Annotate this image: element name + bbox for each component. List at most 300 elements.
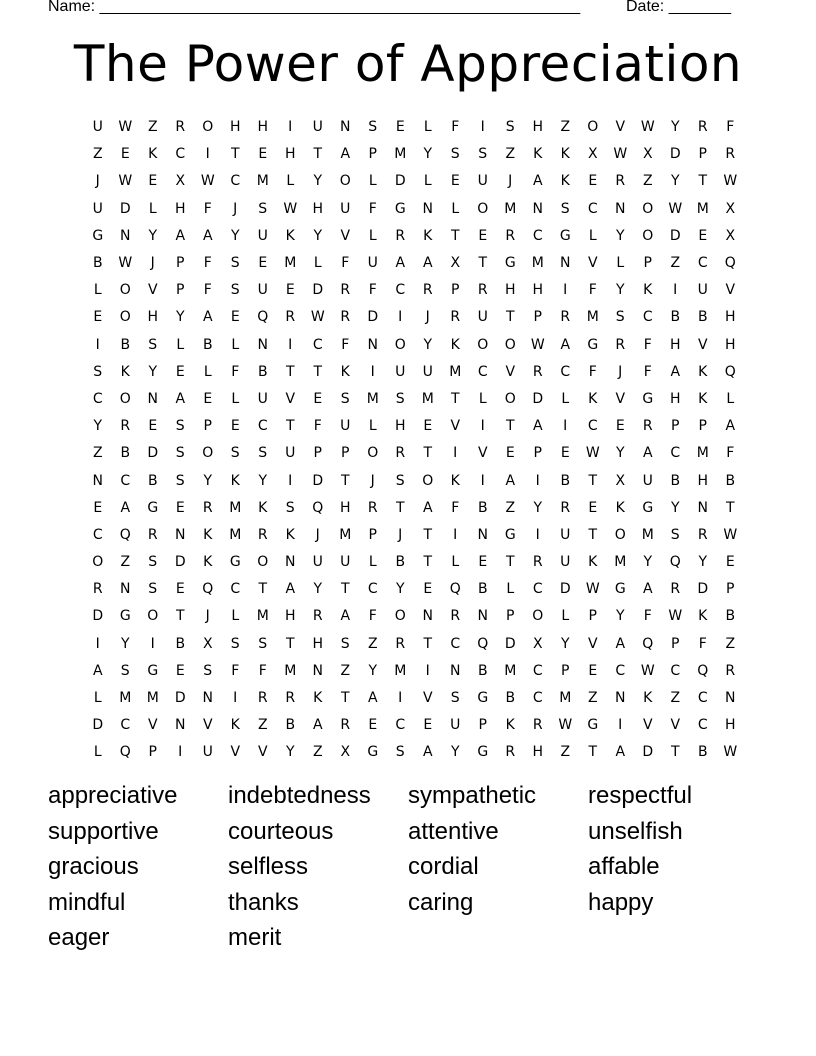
grid-letter: L xyxy=(148,200,157,217)
grid-letter: J xyxy=(150,255,155,272)
grid-letter: W xyxy=(723,526,738,543)
grid-letter: I xyxy=(453,445,458,462)
grid-letter: C xyxy=(395,717,406,734)
grid-letter: S xyxy=(670,526,680,543)
grid-letter: L xyxy=(478,390,487,407)
grid-letter: L xyxy=(506,581,515,598)
grid-letter: I xyxy=(288,472,293,489)
name-field-label: Name: ______________________________________________________ xyxy=(48,0,581,15)
grid-letter: V xyxy=(202,717,213,734)
grid-letter: I xyxy=(618,717,623,734)
grid-letter: A xyxy=(642,445,653,462)
grid-letter: O xyxy=(642,200,654,217)
grid-letter: F xyxy=(451,499,460,516)
grid-letter: E xyxy=(203,390,213,407)
grid-letter: P xyxy=(671,418,680,435)
grid-letter: S xyxy=(340,635,350,652)
grid-letter: I xyxy=(563,418,568,435)
grid-letter: K xyxy=(698,608,708,625)
grid-letter: A xyxy=(367,690,378,707)
grid-letter: S xyxy=(175,418,185,435)
word-bank-item: selfless xyxy=(228,853,309,881)
grid-letter: V xyxy=(285,390,296,407)
grid-letter: A xyxy=(312,717,323,734)
grid-letter: W xyxy=(118,255,133,272)
grid-letter: Q xyxy=(257,309,269,326)
grid-letter: I xyxy=(535,526,540,543)
grid-letter: C xyxy=(92,526,103,543)
grid-letter: N xyxy=(312,662,323,679)
grid-letter: G xyxy=(642,390,654,407)
grid-letter: H xyxy=(532,119,544,136)
grid-letter: Y xyxy=(615,608,625,625)
grid-letter: H xyxy=(312,200,324,217)
grid-letter: K xyxy=(450,336,460,353)
grid-letter: K xyxy=(588,390,598,407)
grid-letter: K xyxy=(560,146,570,163)
grid-letter: M xyxy=(531,255,544,272)
grid-letter: B xyxy=(697,744,708,761)
grid-letter: U xyxy=(450,717,461,734)
grid-letter: L xyxy=(423,119,432,136)
grid-letter: I xyxy=(480,472,485,489)
grid-letter: G xyxy=(147,499,159,516)
grid-letter: S xyxy=(258,445,268,462)
grid-letter: W xyxy=(558,717,573,734)
grid-letter: C xyxy=(670,662,681,679)
grid-letter: R xyxy=(697,526,708,543)
grid-letter: A xyxy=(175,227,186,244)
grid-letter: Z xyxy=(642,173,653,190)
grid-letter: R xyxy=(285,690,296,707)
grid-letter: O xyxy=(119,390,131,407)
grid-letter: R xyxy=(367,499,378,516)
grid-letter: U xyxy=(422,363,433,380)
grid-letter: X xyxy=(340,744,351,761)
grid-letter: Y xyxy=(423,146,433,163)
grid-letter: U xyxy=(560,554,571,571)
grid-letter: W xyxy=(723,173,738,190)
word-bank-item: supportive xyxy=(48,817,159,845)
word-bank-item: cordial xyxy=(408,853,479,881)
grid-letter: M xyxy=(146,690,159,707)
grid-letter: I xyxy=(563,282,568,299)
grid-letter: U xyxy=(257,390,268,407)
grid-letter: F xyxy=(258,662,267,679)
grid-letter: J xyxy=(508,173,513,190)
grid-letter: E xyxy=(478,227,488,244)
grid-letter: U xyxy=(395,363,406,380)
grid-letter: H xyxy=(697,472,709,489)
grid-letter: T xyxy=(175,608,185,625)
grid-letter: S xyxy=(258,635,268,652)
grid-letter: Y xyxy=(670,499,680,516)
grid-letter: Z xyxy=(147,119,158,136)
grid-letter: E xyxy=(588,662,598,679)
grid-letter: C xyxy=(120,472,131,489)
grid-letter: X xyxy=(202,635,213,652)
grid-letter: E xyxy=(588,499,598,516)
grid-letter: K xyxy=(643,282,653,299)
grid-letter: Q xyxy=(477,635,489,652)
grid-letter: D xyxy=(532,390,544,407)
grid-letter: O xyxy=(202,445,214,462)
grid-letter: B xyxy=(477,499,488,516)
grid-letter: C xyxy=(697,690,708,707)
grid-letter: B xyxy=(395,554,406,571)
grid-letter: F xyxy=(231,662,240,679)
grid-letter: F xyxy=(726,445,735,462)
grid-letter: B xyxy=(175,635,186,652)
grid-letter: J xyxy=(618,363,623,380)
grid-letter: R xyxy=(615,336,626,353)
grid-letter: I xyxy=(95,336,100,353)
grid-letter: E xyxy=(258,255,268,272)
grid-letter: K xyxy=(423,227,433,244)
grid-letter: M xyxy=(421,390,434,407)
grid-letter: I xyxy=(150,635,155,652)
grid-letter: P xyxy=(176,255,185,272)
grid-letter: R xyxy=(615,173,626,190)
grid-letter: Q xyxy=(449,581,461,598)
grid-letter: O xyxy=(394,608,406,625)
grid-letter: O xyxy=(394,336,406,353)
grid-letter: F xyxy=(368,200,377,217)
grid-row xyxy=(84,141,744,168)
grid-letter: S xyxy=(203,662,213,679)
grid-row xyxy=(84,467,744,494)
grid-letter: T xyxy=(340,472,350,489)
grid-letter: R xyxy=(560,499,571,516)
grid-letter: D xyxy=(669,146,681,163)
grid-letter: Z xyxy=(367,635,378,652)
grid-letter: E xyxy=(588,173,598,190)
grid-letter: D xyxy=(92,717,104,734)
grid-letter: C xyxy=(670,445,681,462)
word-bank-item: merit xyxy=(228,924,282,952)
grid-letter: R xyxy=(560,309,571,326)
grid-letter: C xyxy=(230,581,241,598)
grid-row xyxy=(84,685,744,712)
grid-letter: C xyxy=(532,227,543,244)
grid-row xyxy=(84,168,744,195)
grid-letter: A xyxy=(670,363,681,380)
grid-letter: N xyxy=(340,119,351,136)
grid-letter: Y xyxy=(560,635,570,652)
grid-letter: N xyxy=(202,690,213,707)
grid-letter: B xyxy=(670,472,681,489)
grid-letter: R xyxy=(697,119,708,136)
grid-letter: K xyxy=(533,146,543,163)
word-bank-item: appreciative xyxy=(48,782,178,809)
grid-row xyxy=(84,196,744,223)
grid-letter: A xyxy=(175,390,186,407)
word-bank-item: sympathetic xyxy=(408,782,537,809)
grid-letter: K xyxy=(148,146,158,163)
grid-letter: L xyxy=(368,227,377,244)
grid-letter: Y xyxy=(285,744,295,761)
grid-letter: K xyxy=(698,390,708,407)
grid-letter: U xyxy=(312,119,323,136)
grid-letter: U xyxy=(92,119,103,136)
grid-letter: A xyxy=(725,418,736,435)
grid-letter: T xyxy=(588,472,598,489)
grid-letter: S xyxy=(258,200,268,217)
grid-letter: K xyxy=(505,717,515,734)
grid-letter: G xyxy=(92,227,104,244)
grid-letter: C xyxy=(532,690,543,707)
grid-letter: U xyxy=(202,744,213,761)
grid-letter: F xyxy=(368,282,377,299)
grid-letter: Y xyxy=(615,445,625,462)
grid-letter: F xyxy=(588,363,597,380)
grid-letter: E xyxy=(148,173,158,190)
grid-letter: L xyxy=(313,255,322,272)
grid-letter: K xyxy=(230,472,240,489)
grid-letter: P xyxy=(726,581,735,598)
grid-letter: N xyxy=(120,227,131,244)
grid-letter: E xyxy=(313,390,323,407)
grid-row xyxy=(84,495,744,522)
grid-row xyxy=(84,522,744,549)
grid-letter: O xyxy=(477,336,489,353)
grid-letter: R xyxy=(450,309,461,326)
word-bank-item: courteous xyxy=(228,817,334,845)
grid-letter: X xyxy=(725,200,736,217)
grid-letter: X xyxy=(642,146,653,163)
grid-letter: R xyxy=(670,581,681,598)
grid-letter: V xyxy=(422,690,433,707)
grid-letter: E xyxy=(93,499,103,516)
grid-letter: T xyxy=(588,744,598,761)
grid-letter: O xyxy=(587,119,599,136)
grid-letter: N xyxy=(120,581,131,598)
letter-grid xyxy=(84,114,744,767)
grid-letter: Q xyxy=(724,255,736,272)
grid-letter: C xyxy=(532,581,543,598)
grid-letter: B xyxy=(670,309,681,326)
grid-letter: N xyxy=(92,472,103,489)
grid-letter: I xyxy=(673,282,678,299)
grid-letter: L xyxy=(561,390,570,407)
word-bank-item: eager xyxy=(48,924,110,952)
grid-letter: W xyxy=(118,119,133,136)
grid-letter: P xyxy=(368,526,377,543)
grid-letter: B xyxy=(697,309,708,326)
grid-letter: H xyxy=(532,744,544,761)
grid-letter: F xyxy=(341,255,350,272)
grid-letter: R xyxy=(147,526,158,543)
grid-letter: M xyxy=(229,499,242,516)
grid-letter: Y xyxy=(670,173,680,190)
grid-letter: A xyxy=(532,418,543,435)
grid-letter: E xyxy=(175,581,185,598)
grid-letter: O xyxy=(504,390,516,407)
grid-row xyxy=(84,576,744,603)
grid-letter: K xyxy=(588,554,598,571)
grid-letter: A xyxy=(92,662,103,679)
grid-letter: W xyxy=(118,173,133,190)
grid-letter: M xyxy=(696,445,709,462)
grid-letter: K xyxy=(615,499,625,516)
grid-letter: M xyxy=(394,662,407,679)
grid-letter: L xyxy=(286,173,295,190)
grid-letter: T xyxy=(340,690,350,707)
grid-letter: H xyxy=(669,336,681,353)
grid-letter: R xyxy=(120,418,131,435)
grid-letter: U xyxy=(257,282,268,299)
grid-letter: A xyxy=(615,635,626,652)
grid-letter: N xyxy=(422,200,433,217)
grid-letter: J xyxy=(370,472,375,489)
grid-letter: T xyxy=(505,418,515,435)
grid-letter: M xyxy=(641,526,654,543)
grid-letter: E xyxy=(175,363,185,380)
grid-letter: V xyxy=(587,255,598,272)
grid-letter: Q xyxy=(669,554,681,571)
grid-letter: D xyxy=(119,200,131,217)
grid-letter: F xyxy=(698,635,707,652)
grid-letter: Z xyxy=(92,445,103,462)
grid-letter: O xyxy=(202,119,214,136)
grid-letter: S xyxy=(285,499,295,516)
grid-letter: C xyxy=(615,662,626,679)
grid-letter: R xyxy=(202,499,213,516)
grid-letter: S xyxy=(230,635,240,652)
grid-letter: I xyxy=(233,690,238,707)
grid-letter: Y xyxy=(395,581,405,598)
grid-letter: T xyxy=(423,554,433,571)
grid-letter: Z xyxy=(587,690,598,707)
grid-letter: V xyxy=(725,282,736,299)
grid-letter: S xyxy=(450,690,460,707)
grid-letter: W xyxy=(585,445,600,462)
grid-letter: I xyxy=(480,418,485,435)
grid-letter: Q xyxy=(642,635,654,652)
grid-letter: S xyxy=(148,336,158,353)
grid-letter: H xyxy=(174,200,186,217)
grid-letter: J xyxy=(205,608,210,625)
grid-letter: T xyxy=(423,445,433,462)
grid-letter: R xyxy=(642,418,653,435)
grid-letter: D xyxy=(147,445,159,462)
grid-letter: P xyxy=(341,445,350,462)
grid-letter: B xyxy=(725,608,736,625)
grid-letter: E xyxy=(230,309,240,326)
grid-letter: T xyxy=(340,581,350,598)
grid-letter: E xyxy=(560,445,570,462)
grid-letter: B xyxy=(725,472,736,489)
grid-letter: U xyxy=(477,173,488,190)
grid-letter: T xyxy=(670,744,680,761)
grid-letter: R xyxy=(257,690,268,707)
grid-letter: T xyxy=(395,499,405,516)
grid-letter: T xyxy=(423,526,433,543)
grid-letter: R xyxy=(340,282,351,299)
grid-letter: T xyxy=(450,390,460,407)
grid-letter: U xyxy=(697,282,708,299)
grid-letter: U xyxy=(340,200,351,217)
grid-letter: A xyxy=(615,744,626,761)
grid-letter: F xyxy=(203,282,212,299)
grid-letter: K xyxy=(698,363,708,380)
grid-letter: E xyxy=(175,499,185,516)
grid-letter: K xyxy=(285,227,295,244)
grid-letter: Y xyxy=(423,336,433,353)
grid-letter: K xyxy=(203,554,213,571)
grid-letter: B xyxy=(505,690,516,707)
grid-letter: B xyxy=(202,336,213,353)
grid-letter: S xyxy=(505,119,515,136)
grid-letter: T xyxy=(313,363,323,380)
grid-letter: W xyxy=(640,119,655,136)
grid-letter: Y xyxy=(148,227,158,244)
grid-letter: R xyxy=(395,227,406,244)
grid-letter: K xyxy=(340,363,350,380)
grid-letter: R xyxy=(725,146,736,163)
grid-letter: U xyxy=(285,445,296,462)
grid-letter: O xyxy=(367,445,379,462)
grid-letter: A xyxy=(340,608,351,625)
grid-letter: U xyxy=(642,472,653,489)
grid-letter: L xyxy=(176,336,185,353)
grid-letter: I xyxy=(398,690,403,707)
grid-letter: Z xyxy=(670,690,681,707)
grid-letter: Z xyxy=(725,635,736,652)
grid-letter: V xyxy=(587,635,598,652)
grid-letter: G xyxy=(587,336,599,353)
grid-letter: N xyxy=(532,200,543,217)
grid-letter: C xyxy=(92,390,103,407)
grid-letter: M xyxy=(256,173,269,190)
grid-letter: L xyxy=(93,282,102,299)
grid-letter: N xyxy=(450,662,461,679)
grid-letter: R xyxy=(532,363,543,380)
grid-letter: I xyxy=(370,363,375,380)
grid-letter: F xyxy=(643,336,652,353)
grid-letter: P xyxy=(176,282,185,299)
grid-letter: Y xyxy=(313,173,323,190)
date-field-label: Date: _______ xyxy=(626,0,731,15)
word-bank-item: affable xyxy=(588,853,660,881)
grid-letter: K xyxy=(203,526,213,543)
grid-letter: E xyxy=(368,717,378,734)
grid-letter: R xyxy=(257,526,268,543)
grid-letter: D xyxy=(697,581,709,598)
grid-letter: T xyxy=(285,635,295,652)
grid-letter: O xyxy=(642,227,654,244)
grid-letter: V xyxy=(257,744,268,761)
grid-letter: Z xyxy=(505,499,516,516)
grid-letter: D xyxy=(669,227,681,244)
grid-letter: L xyxy=(93,690,102,707)
grid-letter: X xyxy=(725,227,736,244)
grid-letter: C xyxy=(642,309,653,326)
grid-letter: D xyxy=(174,690,186,707)
grid-letter: F xyxy=(643,363,652,380)
grid-letter: L xyxy=(423,173,432,190)
grid-letter: I xyxy=(398,309,403,326)
grid-row xyxy=(84,658,744,685)
grid-letter: R xyxy=(285,309,296,326)
grid-letter: B xyxy=(285,717,296,734)
grid-letter: C xyxy=(230,173,241,190)
grid-letter: O xyxy=(614,526,626,543)
grid-letter: E xyxy=(505,445,515,462)
grid-letter: G xyxy=(477,744,489,761)
grid-letter: U xyxy=(477,309,488,326)
grid-letter: A xyxy=(202,227,213,244)
